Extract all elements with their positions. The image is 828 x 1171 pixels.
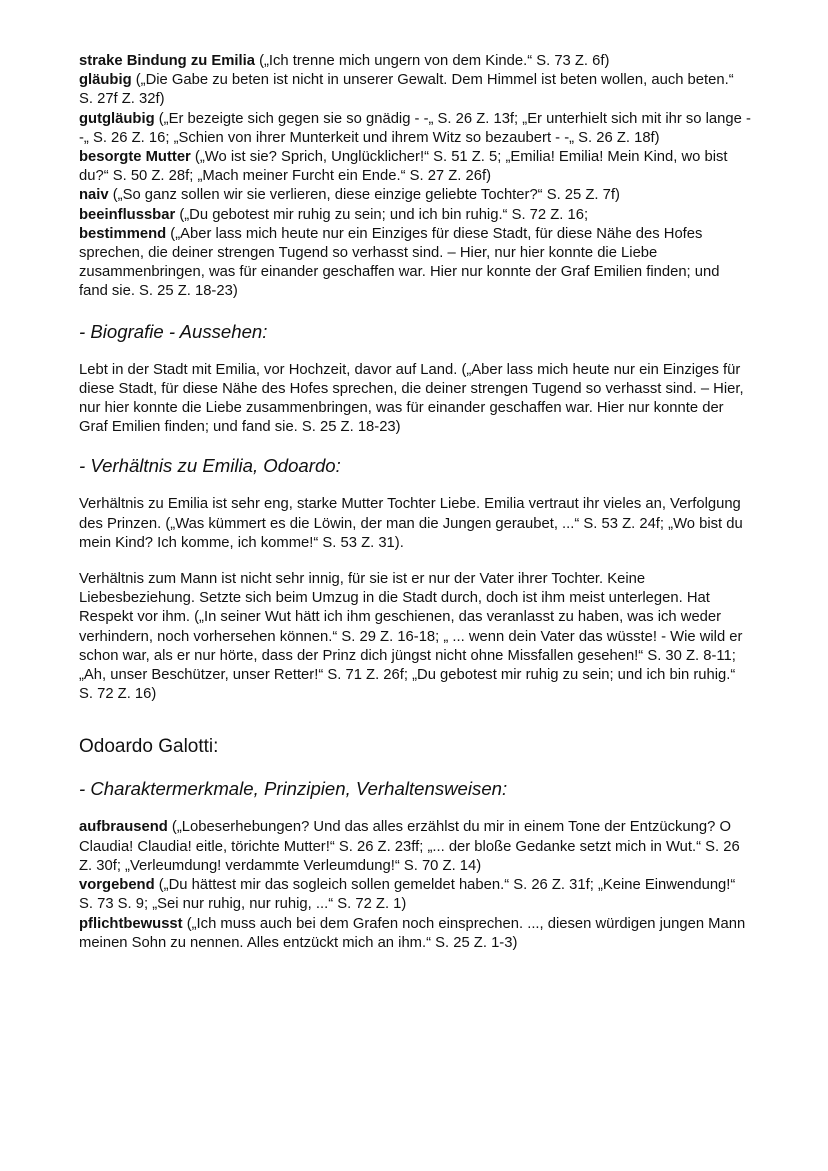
character-name-odoardo: Odoardo Galotti: xyxy=(79,736,219,758)
verhaeltnis-mann-paragraph: Verhältnis zum Mann ist nicht sehr innig, für sie ist er nur der Vater ihrer Tochter. Keine Liebesbeziehung. Setzte sich beim Umzug in die Stadt durch, doch ist ihm meist unterlegen. Hat Respekt vor ihm. („In seiner Wut hätt ich ihm geschienen, das veranlasst zu haben, was ich weder verhindern, noch vorhersehen können.“ S. 29 Z. 16-18; „ ... wenn dein Vater das wüsste! - Wie wild er schon war, als er nur hörte, dass der Prinz dich jüngst nicht ohne Missfallen gesehen!“ S. 30 Z. 8-11; „Ah, unser Beschützer, unser Retter!“ S. 71 Z. 26f; „Du gebotest mir ruhig zu sein; und ich bin ruhig.“ S. 72 Z. 16) xyxy=(79,571,743,703)
trait-entry xyxy=(79,225,751,302)
odoardo-traits-list xyxy=(79,818,751,952)
trait-quote: („Aber lass mich heute nur ein Einziges für diese Stadt, für diese Nähe des Hofes sprechen, die deiner strengen Tugend so verhasst sind. – Hier, nur hier konnte die Liebe zusammenbringen, was für einander geschaffen war. Hier nur konnte der Graf Emilien finden; und fand sie. S. 25 Z. 18-23) xyxy=(79,225,720,300)
section-heading-biografie: - Biografie - Aussehen: xyxy=(79,320,268,342)
trait-entry xyxy=(79,71,751,109)
trait-entry xyxy=(79,148,751,186)
trait-quote: („Wo ist sie? Sprich, Unglücklicher!“ S. 51 Z. 5; „Emilia! Emilia! Mein Kind, wo bist du?“ S. 50 Z. 28f; „Mach meiner Furcht ein Ende.“ S. 27 Z. 26f) xyxy=(79,149,728,185)
trait-quote: („Er bezeigte sich gegen sie so gnädig - -„ S. 26 Z. 13f; „Er unterhielt sich mit ihr so lange - -„ S. 26 Z. 16; „Schien von ihrer Munterkeit und ihrem Witz so bezaubert - -„ S. 26 Z. 18f) xyxy=(79,110,751,146)
trait-term: aufbrausend xyxy=(79,819,168,836)
trait-term: naiv xyxy=(79,187,109,204)
trait-quote: („Lobeserhebungen? Und das alles erzählst du mir in einem Tone der Entzückung? O Claudia! Claudia! eitle, törichte Mutter!“ S. 26 Z. 23ff; „... der bloße Gedanke setzt mich in Wut.“ S. 26 Z. 30f; „Verleumdung! verdammte Verleumdung!“ S. 70 Z. 14) xyxy=(79,819,740,874)
trait-term: gläubig xyxy=(79,72,132,89)
trait-quote: („Du gebotest mir ruhig zu sein; und ich bin ruhig.“ S. 72 Z. 16; xyxy=(175,206,589,223)
trait-entry xyxy=(79,186,751,205)
trait-entry xyxy=(79,52,751,71)
trait-quote: („So ganz sollen wir sie verlieren, diese einzige geliebte Tochter?“ S. 25 Z. 7f) xyxy=(108,187,620,204)
trait-term: vorgebend xyxy=(79,877,155,894)
trait-quote: („Du hättest mir das sogleich sollen gemeldet haben.“ S. 26 Z. 31f; „Keine Einwendung!“ S. 73 S. 9; „Sei nur ruhig, nur ruhig, ...“ S. 72 Z. 1) xyxy=(79,877,736,913)
trait-term: gutgläubig xyxy=(79,110,155,127)
trait-entry xyxy=(79,110,751,148)
claudia-traits-list xyxy=(79,52,751,302)
section-heading-charaktermerkmale: - Charaktermerkmale, Prinzipien, Verhaltensweisen: xyxy=(79,778,508,800)
trait-quote: („Ich trenne mich ungern von dem Kinde.“ S. 73 Z. 6f) xyxy=(254,53,610,69)
trait-entry xyxy=(79,206,751,225)
trait-entry xyxy=(79,818,751,876)
trait-term: pflichtbewusst xyxy=(79,915,183,932)
section-heading-verhaeltnis: - Verhältnis zu Emilia, Odoardo: xyxy=(79,455,341,477)
biografie-paragraph: Lebt in der Stadt mit Emilia, vor Hochzeit, davor auf Land. („Aber lass mich heute nur ein Einziges für diese Stadt, für diese Nähe des Hofes sprechen, die deiner strengen Tugend so verhasst sind. – Hier, nur hier konnte die Liebe zusammenbringen, was für einander geschaffen war. Hier nur konnte der Graf Emilien finden; und fand sie. S. 25 Z. 18-23) xyxy=(79,361,744,436)
trait-entry xyxy=(79,915,751,953)
trait-quote: („Ich muss auch bei dem Grafen noch einsprechen. ..., diesen würdigen jungen Mann meinen Sohn zu nennen. Alles entzückt mich an ihm.“ S. 25 Z. 1-3) xyxy=(79,915,746,951)
trait-quote: („Die Gabe zu beten ist nicht in unserer Gewalt. Dem Himmel ist beten wollen, auch beten.“ S. 27f Z. 32f) xyxy=(79,72,734,108)
trait-term: besorgte Mutter xyxy=(79,149,191,166)
trait-entry xyxy=(79,876,751,914)
verhaeltnis-emilia-paragraph: Verhältnis zu Emilia ist sehr eng, starke Mutter Tochter Liebe. Emilia vertraut ihr vieles an, Verfolgung des Prinzen. („Was kümmert es die Löwin, der man die Jungen geraubet, ...“ S. 53 Z. 24f; „Wo bist du mein Kind? Ich komme, ich komme!“ S. 53 Z. 31). xyxy=(79,496,743,551)
trait-term: beeinflussbar xyxy=(79,206,176,223)
trait-term: bestimmend xyxy=(79,225,167,242)
trait-term: strake Bindung zu Emilia xyxy=(79,53,255,69)
document-content xyxy=(79,52,751,953)
